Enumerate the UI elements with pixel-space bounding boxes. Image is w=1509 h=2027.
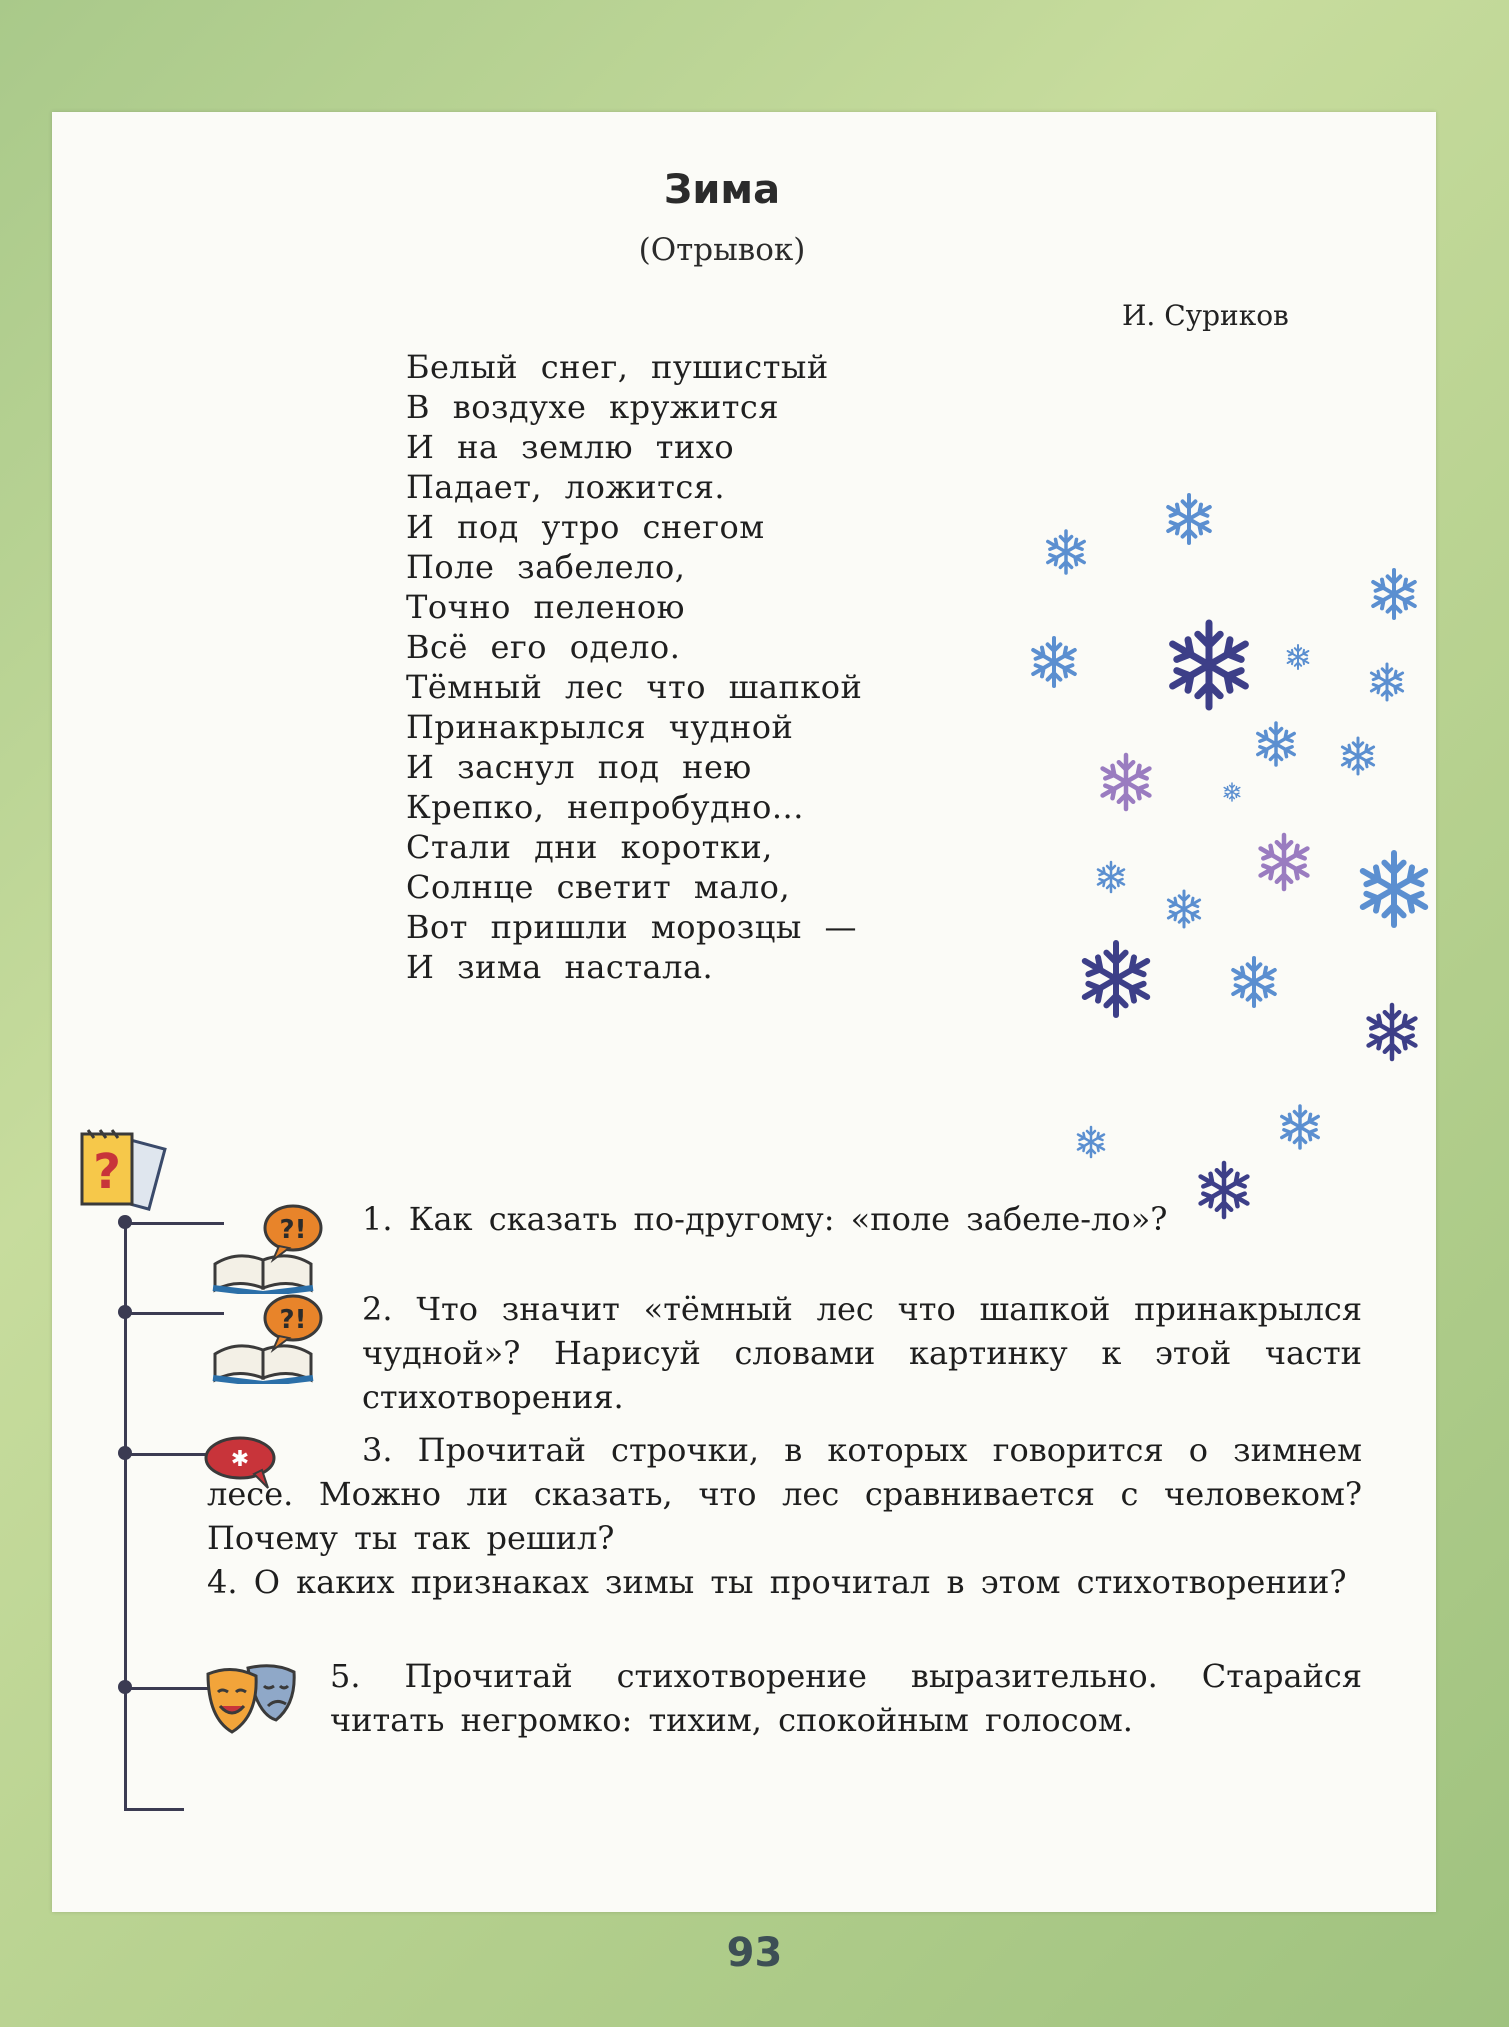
poem-line: Точно пеленою [406, 588, 686, 626]
svg-text:?: ? [93, 1144, 121, 1200]
textbook-page [52, 112, 1436, 1912]
poem-line: И заснул под нею [406, 748, 752, 786]
snowflake-icon [1224, 783, 1240, 801]
poem-author: И. Суриков [1122, 299, 1289, 332]
poem-line: Принакрылся чудной [406, 708, 794, 746]
poem-text [406, 347, 1026, 987]
snowflake-icon [1342, 738, 1373, 774]
svg-text:?!: ?! [279, 1215, 307, 1245]
snowflake-icon [1233, 958, 1275, 1006]
snowflake-icon [1373, 570, 1415, 618]
question-4: 4. О каких признаках зимы ты прочитал в этом стихотворении? [207, 1563, 1347, 1601]
poem-line: Вот пришли морозцы — [406, 908, 857, 946]
question-5: 5. Прочитай стихотворение выразительно. Старайся читать негромко: тихим, спокойным голосом. [330, 1657, 1362, 1739]
snowflake-icon [1258, 723, 1294, 765]
poem-line: Поле забелело, [406, 548, 686, 586]
poem-line: В воздухе кружится [406, 388, 779, 426]
snowflake-icon [1033, 638, 1075, 686]
poem-line: Всё его одело. [406, 628, 681, 666]
poem-line: И под утро снегом [406, 508, 765, 546]
snowflake-icon [1098, 862, 1124, 892]
svg-text:✱: ✱ [230, 1447, 250, 1472]
snowflake-icon [1173, 623, 1246, 707]
snowflake-icon [1261, 835, 1308, 889]
book-discussion-icon [207, 1292, 327, 1384]
poem-line: Солнце светит мало, [406, 868, 791, 906]
svg-text:?!: ?! [279, 1305, 307, 1335]
connector-end [124, 1808, 184, 1811]
poem-line: И зима настала. [406, 948, 714, 986]
question-1: 1. Как сказать по-другому: «поле забеле-ло»? [362, 1200, 1168, 1238]
poem-subtitle: (Отрывок) [638, 232, 806, 268]
book-discussion-icon [207, 1202, 327, 1294]
snowflake-icon [1085, 943, 1147, 1015]
theatre-masks-icon [202, 1660, 302, 1740]
snowflakes-illustration [982, 362, 1452, 1262]
question-2: 2. Что значит «тёмный лес что шапкой принакрылся чудной»? Нарисуй словами картинку к этой части стихотворения. [362, 1290, 1362, 1416]
snowflake-icon [1078, 1127, 1104, 1157]
poem-line: Стали дни коротки, [406, 828, 773, 866]
snowflake-icon [1288, 645, 1309, 669]
snowflake-icon [1282, 1106, 1318, 1148]
snowflake-icon [1103, 755, 1150, 809]
page-number: 93 [726, 1930, 783, 1976]
poem-title: Зима [663, 167, 781, 213]
poem-line: Крепко, непробудно... [406, 788, 804, 826]
snowflake-icon [1371, 664, 1402, 700]
poem-line: Падает, ложится. [406, 468, 726, 506]
poem-line: Белый снег, пушистый [406, 348, 829, 386]
poem-line: И на землю тихо [406, 428, 735, 466]
snowflake-icon [1168, 891, 1199, 927]
snowflake-icon [1369, 1005, 1416, 1059]
poem-line: Тёмный лес что шапкой [406, 668, 863, 706]
snowflake-icon [1048, 531, 1084, 573]
question-3: 3. Прочитай строчки, в которых говорится о зимнем лесе. Можно ли сказать, что лес сравнивается с человеком? Почему ты так решил? [207, 1431, 1362, 1557]
snowflake-icon [1363, 853, 1425, 925]
snowflake-icon [1168, 495, 1210, 543]
